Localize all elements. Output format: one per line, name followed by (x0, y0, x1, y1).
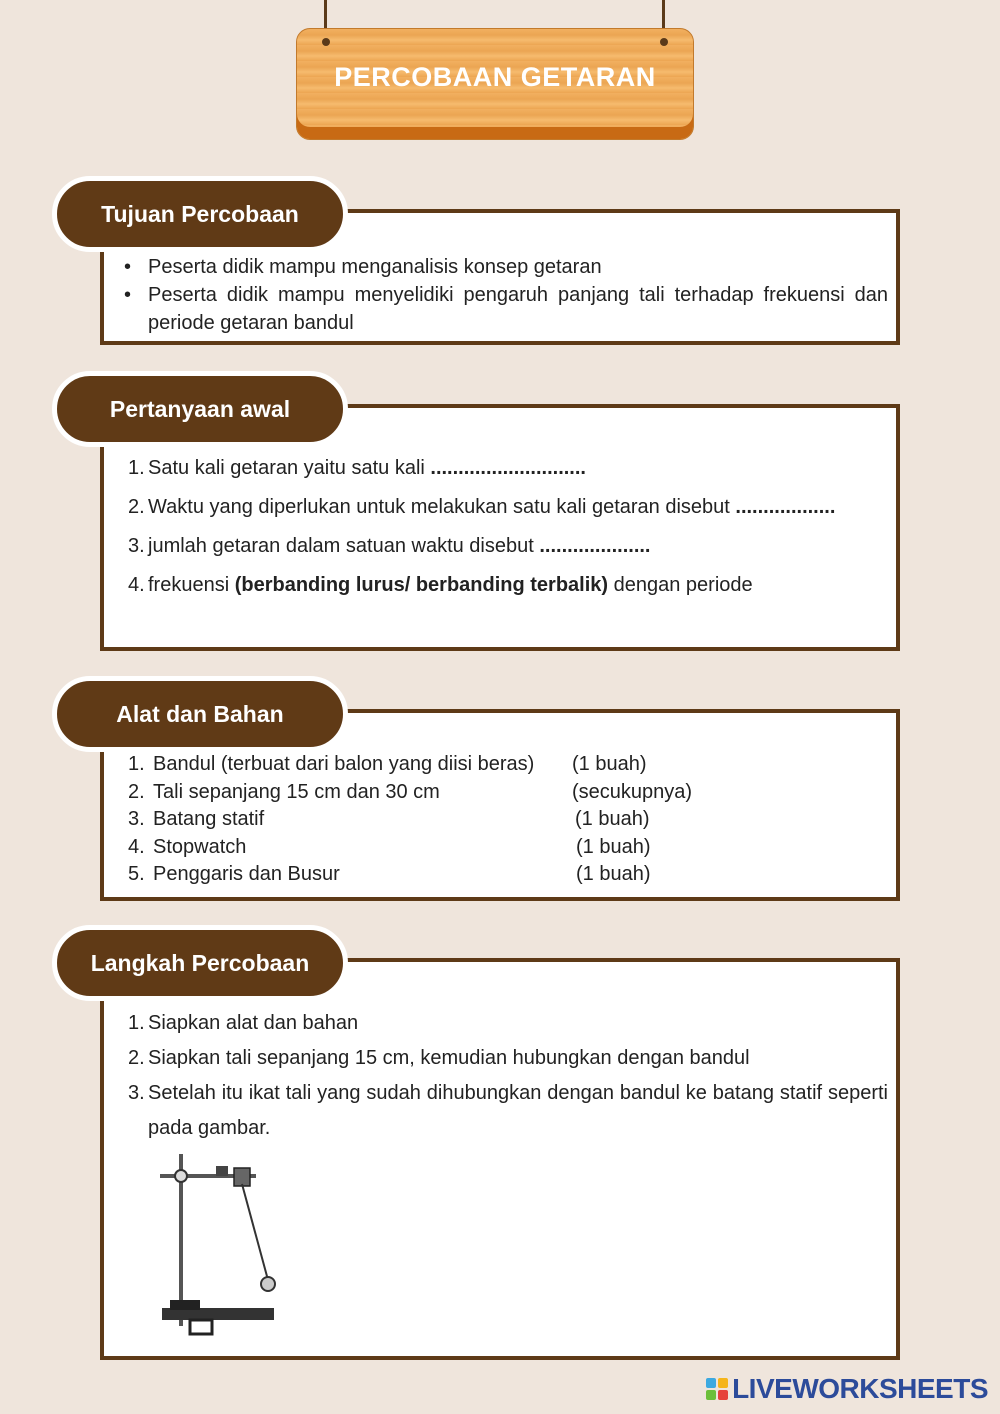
page-title: PERCOBAAN GETARAN (334, 62, 656, 92)
section-card-langkah (100, 958, 900, 1360)
list-item: 3. Batang statif (1 buah) (128, 808, 650, 830)
base-screw (190, 1320, 212, 1334)
question-item: 1. Satu kali getaran yaitu satu kali ............................ (128, 457, 586, 479)
clamp-knob (175, 1170, 187, 1182)
list-item: 5. Penggaris dan Busur (1 buah) (128, 863, 651, 885)
clamp-screw (216, 1166, 228, 1176)
logo-icon (706, 1378, 728, 1400)
section-heading-tujuan: Tujuan Percobaan (52, 176, 348, 252)
tujuan-list (124, 253, 888, 337)
section-heading-alat: Alat dan Bahan (52, 676, 348, 752)
pendulum-string (242, 1184, 268, 1280)
question-item: 4. frekuensi (berbanding lurus/ berbanding terbalik) dengan periode (128, 574, 753, 596)
choice-options[interactable]: (berbanding lurus/ berbanding terbalik) (234, 574, 609, 596)
answer-blank[interactable]: .................. (735, 496, 836, 518)
pendulum-bob (261, 1277, 275, 1291)
step-item: 2. Siapkan tali sepanjang 15 cm, kemudian hubungkan dengan bandul (128, 1047, 750, 1069)
clamp-holder (234, 1168, 250, 1186)
answer-blank[interactable]: ............................ (430, 457, 586, 479)
list-item: 4. Stopwatch (1 buah) (128, 835, 651, 858)
sign-nail-right (660, 38, 668, 46)
step-item: 3. Setelah itu ikat tali yang sudah dihubungkan dengan bandul ke batang statif seperti pada gambar. (128, 1082, 888, 1139)
section-heading-pertanyaan: Pertanyaan awal (52, 371, 348, 447)
pertanyaan-list (128, 457, 888, 613)
title-sign (296, 0, 694, 145)
pendulum-stand-illustration (160, 1150, 280, 1342)
section-heading-langkah: Langkah Percobaan (52, 925, 348, 1001)
base-clamp (170, 1300, 200, 1310)
question-item: 2. Waktu yang diperlukan untuk melakukan satu kali getaran disebut .................. (128, 496, 836, 518)
langkah-list (128, 1006, 888, 1146)
list-item: 1. Bandul (terbuat dari balon yang diisi beras) (1 buah) (128, 753, 647, 775)
list-item: • Peserta didik mampu menganalisis konsep getaran (124, 253, 888, 281)
list-item: 2. Tali sepanjang 15 cm dan 30 cm (secukupnya) (128, 780, 693, 803)
question-item: 3. jumlah getaran dalam satuan waktu disebut .................... (128, 535, 651, 557)
alat-list (128, 753, 888, 891)
sign-nail-left (322, 38, 330, 46)
step-item: 1. Siapkan alat dan bahan (128, 1012, 359, 1034)
liveworksheets-logo: LIVEWORKSHEETS (706, 1374, 988, 1404)
answer-blank[interactable]: .................... (539, 535, 651, 557)
list-item: • Peserta didik mampu menyelidiki pengaruh panjang tali terhadap frekuensi dan periode getaran bandul (124, 281, 888, 337)
